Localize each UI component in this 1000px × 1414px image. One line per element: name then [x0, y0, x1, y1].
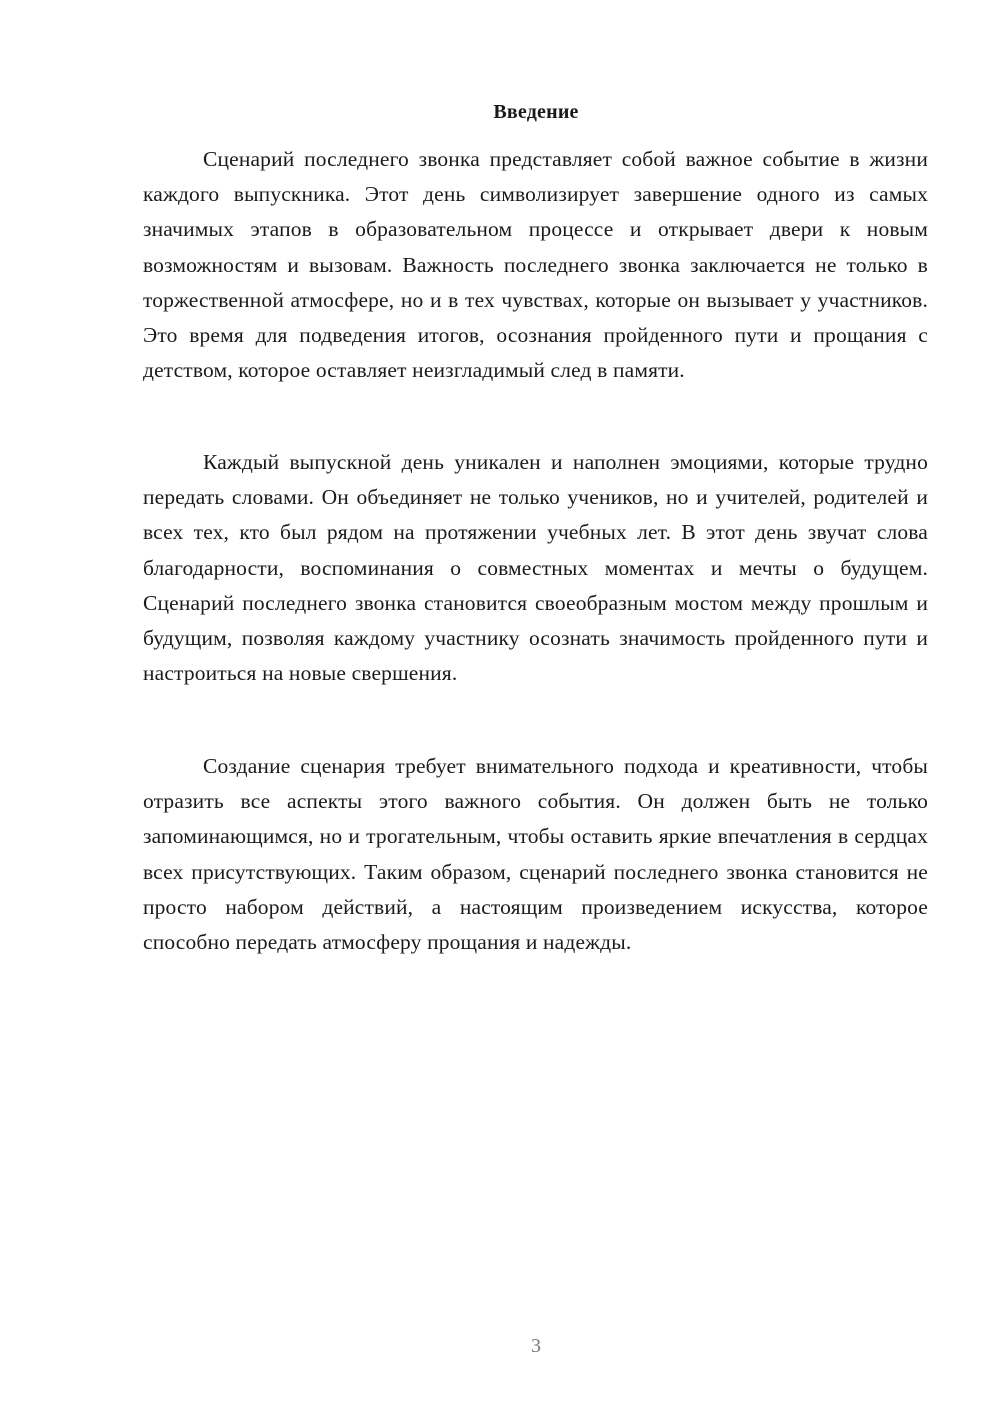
- page-number: 3: [531, 1335, 541, 1357]
- paragraph-2: Каждый выпускной день уникален и наполнен эмоциями, которые трудно передать словами. Он объединяет не только учеников, но и учителей, родителей и всех тех, кто был рядом на протяжении учебных лет. В этот день звучат слова благодарности, воспоминания о совместных моментах и мечты о будущем. Сценарий последнего звонка становится своеобразным мостом между прошлым и будущим, позволяя каждому участнику осознать значимость пройденного пути и настроиться на новые свершения.: [143, 450, 928, 686]
- section-title: Введение: [493, 101, 579, 123]
- paragraph-3: Создание сценария требует внимательного подхода и креативности, чтобы отразить все аспекты этого важного события. Он должен быть не только запоминающимся, но и трогательным, чтобы оставить яркие впечатления в сердцах всех присутствующих. Таким образом, сценарий последнего звонка становится не просто набором действий, а настоящим произведением искусства, которое способно передать атмосферу прощания и надежды.: [143, 754, 928, 955]
- paragraph-1: Сценарий последнего звонка представляет собой важное событие в жизни каждого выпускника. Этот день символизирует завершение одного из самых значимых этапов в образовательном процессе и открывает двери к новым возможностям и вызовам. Важность последнего звонка заключается не только в торжественной атмосфере, но и в тех чувствах, которые он вызывает у участников. Это время для подведения итогов, осознания пройденного пути и прощания с детством, которое оставляет неизгладимый след в памяти.: [143, 147, 928, 383]
